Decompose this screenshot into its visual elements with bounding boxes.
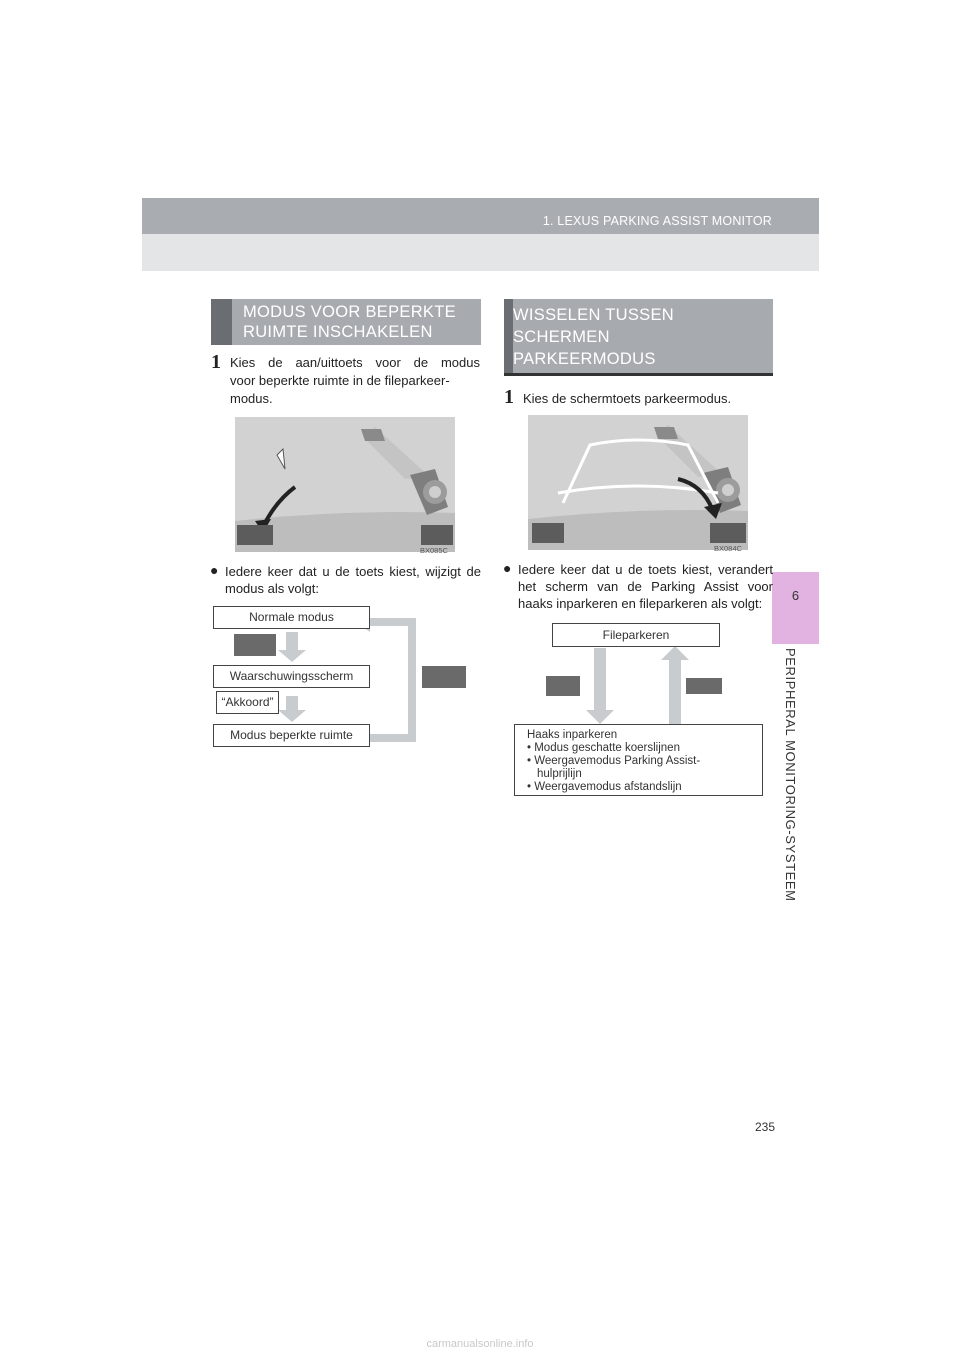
step-text-left: Kies de aan/uittoets voor de modus voor beperkte ruimte in de fileparkeer- modus. <box>230 355 480 406</box>
step-text-right: Kies de schermtoets parkeermodus. <box>523 391 732 406</box>
step-number: 1 <box>504 386 514 408</box>
restricted-space-icon <box>422 666 466 688</box>
section-rule <box>504 373 773 376</box>
flow-restricted-mode: Modus beperkte ruimte <box>213 724 370 747</box>
bullet-icon: ● <box>210 562 219 578</box>
page-number: 235 <box>754 1120 775 1134</box>
parking-mode-icon <box>710 523 746 543</box>
camera-view-illustration <box>235 417 455 552</box>
parking-flow-diagram <box>520 640 740 730</box>
flow-parallel: Fileparkeren <box>552 623 720 647</box>
flow-normal-mode: Normale modus <box>213 606 370 629</box>
parallel-mode-icon <box>546 676 580 696</box>
header-subbar <box>142 234 819 271</box>
flow-warning-screen: Waarschuwingsscherm <box>213 665 370 688</box>
car-icon <box>654 427 678 439</box>
chapter-number: 6 <box>791 588 800 603</box>
section-title-left: MODUS VOOR BEPERKTE RUIMTE INSCHAKELEN <box>243 303 456 341</box>
bullet-text-right: Iedere keer dat u de toets kiest, verandert het scherm van de Parking Assist voor haaks inparkeren en fileparkeren als volgt: <box>518 562 773 611</box>
parallel-mode-icon <box>421 525 453 545</box>
watermark: carmanualsonline.info <box>426 1338 534 1350</box>
bullet-icon: ● <box>503 560 512 576</box>
parking-screen-image <box>528 415 748 550</box>
image-code: BX085C <box>420 546 448 555</box>
step-number: 1 <box>211 351 221 373</box>
camera-view-illustration <box>528 415 748 550</box>
chapter-side-label: PERIPHERAL MONITORING-SYSTEEM <box>783 648 798 902</box>
section-title-right: WISSELEN TUSSEN SCHERMEN PARKEERMODUS <box>513 306 674 368</box>
flow-agree: “Akkoord” <box>216 691 279 714</box>
perpendicular-mode-icon <box>686 678 722 694</box>
guide-line-icon <box>532 523 564 543</box>
image-code: BX084C <box>714 544 742 553</box>
restricted-space-icon <box>237 525 273 545</box>
car-icon <box>361 429 385 441</box>
chapter-tab <box>772 572 819 644</box>
section-marker <box>504 299 513 373</box>
chapter-title: 1. LEXUS PARKING ASSIST MONITOR <box>542 214 772 228</box>
bullet-text-left: Iedere keer dat u de toets kiest, wijzigt de modus als volgt: <box>225 564 481 596</box>
flow-perpendicular: Haaks inparkeren • Modus geschatte koerslijnen • Weergavemodus Parking Assist- hulprijlijn • Weergavemodus afstandslijn <box>514 724 763 796</box>
parking-screen-image <box>235 417 455 552</box>
restricted-space-icon <box>234 634 276 656</box>
section-marker <box>211 299 232 345</box>
